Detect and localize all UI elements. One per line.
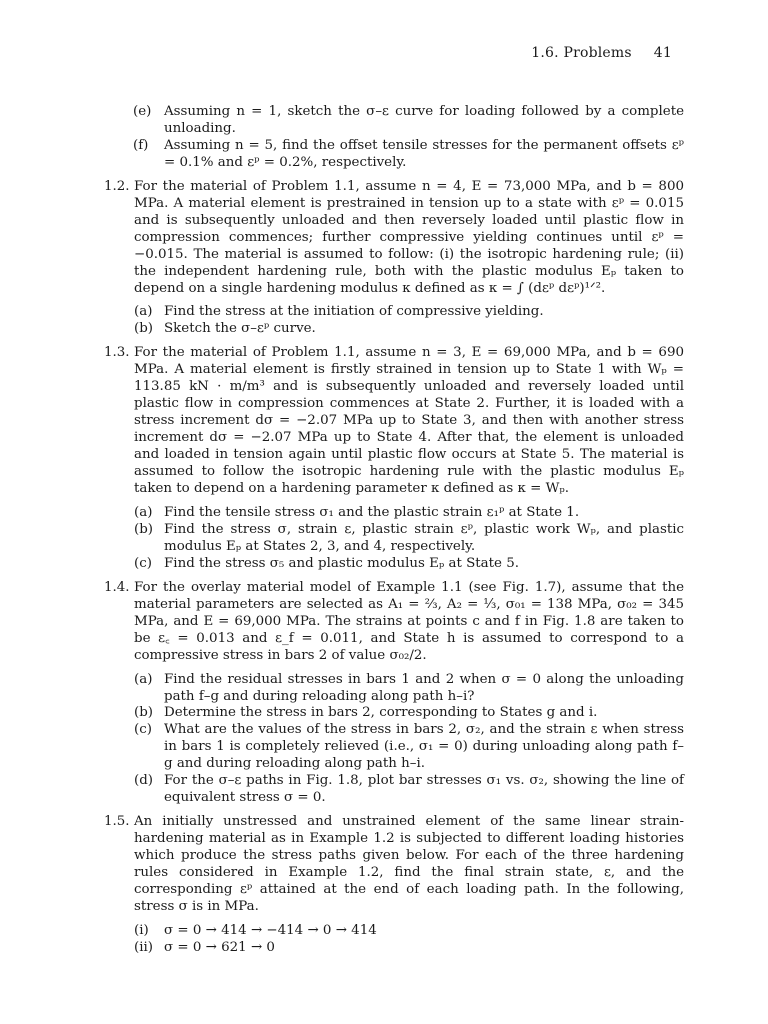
problem-item (134, 672, 684, 706)
item-label: (i) (134, 922, 149, 938)
problem-text: For the material of Problem 1.1, assume n = 4, E = 73,000 MPa, and b = 800 MPa. A material element is prestrained in tension up to a state with εᵖ = 0.015 and is subsequently unloaded and then reversely loaded until plastic flow in compression commences; further compressive yielding continues until εᵖ = −0.015. The material is assumed to follow: (i) the isotropic hardening rule; (ii) the independent hardening rule, both with the plastic modulus Eₚ taken to depend on a single hardening modulus κ defined as κ = ∫ (dεᵖ dεᵖ)¹ᐟ². (134, 178, 684, 296)
item-label: (c) (134, 722, 152, 738)
item-text: For the σ–ε paths in Fig. 1.8, plot bar stresses σ₁ vs. σ₂, showing the line of equivalent stress σ = 0. (164, 773, 684, 806)
problem-1-2 (104, 179, 684, 339)
sub-item-f (104, 138, 684, 172)
sub-item-label: (e) (133, 104, 152, 119)
problem-number: 1.2. (104, 178, 130, 194)
problem-number: 1.5. (104, 814, 130, 830)
problem-text: For the material of Problem 1.1, assume n = 3, E = 69,000 MPa, and b = 690 MPa. A material element is firstly strained in tension up to State 1 with Wₚ = 113.85 kN · m/m³ and is subsequently unloaded and reversely loaded until plastic flow in compression commences at State 2. Further, it is loaded with a stress increment dσ = −2.07 MPa up to State 3, and then with another stress increment dσ = −2.07 MPa up to State 4. After that, the element is unloaded and loaded in tension again until plastic flow occurs at State 5. The material is assumed to follow the isotropic hardening rule with the plastic modulus Eₚ taken to depend on a hardening parameter κ defined as κ = Wₚ. (134, 345, 684, 497)
problem-number: 1.3. (104, 345, 130, 361)
problem-text: For the overlay material model of Example 1.1 (see Fig. 1.7), assume that the material parameters are selected as A₁ = ⅔, A₂ = ⅓, σ₀₁ = 138 MPa, σ₀₂ = 345 MPa, and E = 69,000 MPa. The strains at points c and f in Fig. 1.8 are taken to be ε꜀ = 0.013 and ε_f = 0.011, and State h is assumed to correspond to a compressive stress in bars 2 of value σ₀₂/2. (134, 579, 684, 663)
problem-item (134, 556, 684, 573)
item-text: σ = 0 → 621 → 0 (164, 939, 275, 955)
sub-item-text: Assuming n = 5, find the offset tensile stresses for the permanent offsets εᵖ = 0.1% and εᵖ = 0.2%, respectively. (164, 137, 684, 170)
item-label: (a) (134, 671, 153, 687)
stress-path-item (134, 923, 684, 940)
item-text: σ = 0 → 414 → −414 → 0 → 414 (164, 922, 377, 938)
problem-text: An initially unstressed and unstrained element of the same linear strain-hardening material as in Example 1.2 is subjected to different loading histories which produce the stress paths given below. For each of the three hardening rules considered in Example 1.2, find the final strain state, ε, and the corresponding εᵖ attained at the end of each loading path. In the following, stress σ is in MPa. (134, 814, 684, 914)
item-text: Find the residual stresses in bars 1 and 2 when σ = 0 along the unloading path f–g and during reloading along path h–i? (164, 671, 684, 704)
item-label: (d) (134, 773, 154, 789)
problem-1-4 (104, 580, 684, 807)
sub-item-label: (f) (133, 137, 149, 153)
item-text: Sketch the σ–εᵖ curve. (164, 321, 316, 337)
problem-item (134, 722, 684, 773)
item-text: Determine the stress in bars 2, corresponding to States g and i. (164, 705, 598, 721)
problem-number: 1.4. (104, 579, 130, 595)
problem-1-3 (104, 345, 684, 572)
item-label: (a) (134, 304, 153, 320)
item-text: What are the values of the stress in bars 2, σ₂, and the strain ε when stress in bars 1 is completely relieved (i.e., σ₁ = 0) during unloading along path f–g and during reloading along path h–i. (164, 722, 684, 772)
item-text: Find the stress at the initiation of compressive yielding. (164, 304, 544, 320)
problem-item (134, 321, 684, 338)
item-text: Find the tensile stress σ₁ and the plastic strain ε₁ᵖ at State 1. (164, 504, 580, 520)
sub-item-text: Assuming n = 1, sketch the σ–ε curve for loading followed by a complete unloading. (164, 104, 684, 136)
problem-item (134, 705, 684, 722)
stress-path-item (134, 940, 684, 957)
item-text: Find the stress σ₅ and plastic modulus Eₚ at State 5. (164, 555, 519, 571)
item-text: Find the stress σ, strain ε, plastic strain εᵖ, plastic work Wₚ, and plastic modulus Eₚ at States 2, 3, and 4, respectively. (164, 521, 684, 554)
item-label: (b) (134, 705, 154, 721)
page-number: 41 (653, 45, 672, 61)
page-body (104, 104, 684, 957)
item-label: (a) (134, 504, 153, 520)
problem-item (134, 505, 684, 522)
item-label: (ii) (134, 939, 154, 955)
sub-item-e (104, 104, 684, 138)
problem-item (134, 304, 684, 321)
item-label: (b) (134, 321, 154, 337)
problem-item (134, 522, 684, 556)
running-header (531, 45, 672, 61)
problem-1-5 (104, 814, 684, 957)
item-label: (b) (134, 521, 154, 537)
problem-item (134, 773, 684, 807)
section-title: 1.6. Problems (531, 45, 632, 61)
item-label: (c) (134, 555, 152, 571)
